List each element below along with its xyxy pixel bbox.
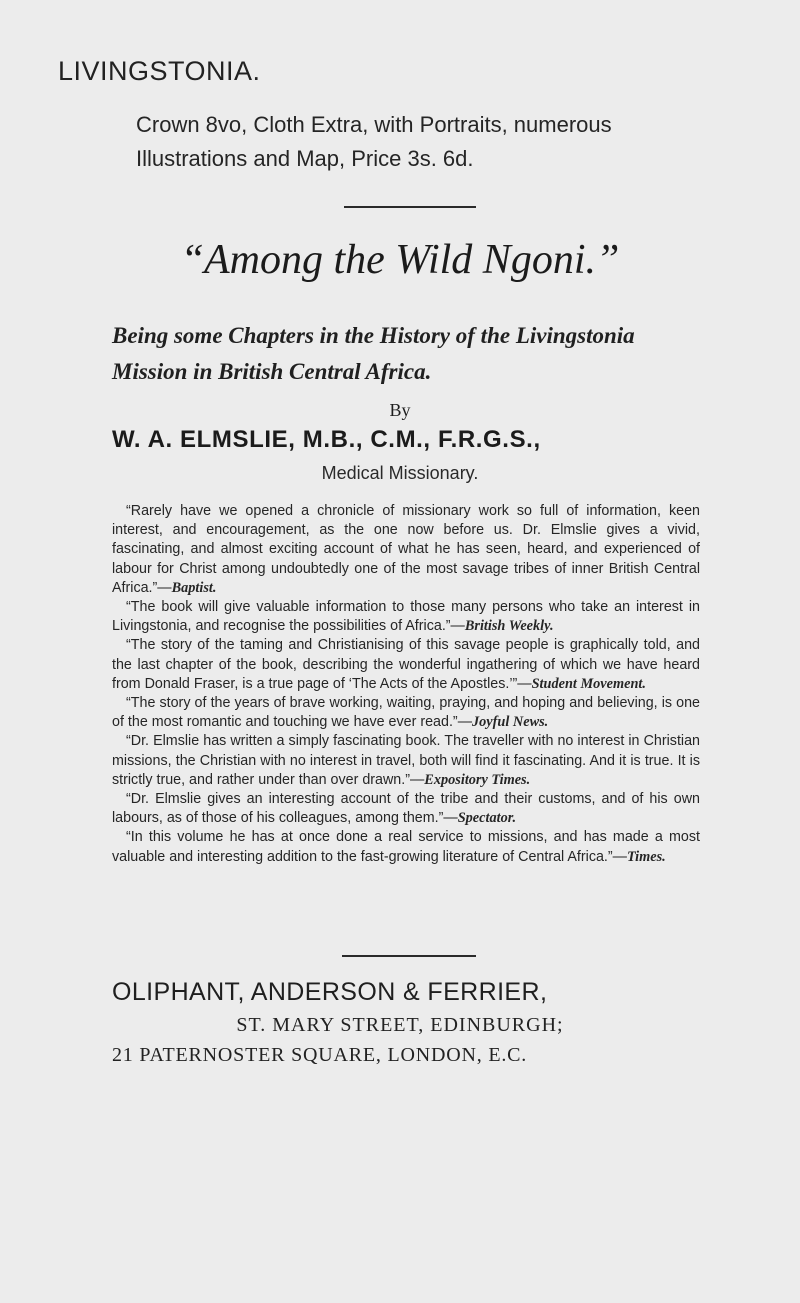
press-reviews (112, 502, 700, 867)
edition-details: Crown 8vo, Cloth Extra, with Portraits, numerous Illustrations and Map, Price 3s. 6d. (136, 112, 612, 171)
by-label: By (389, 400, 411, 420)
review-source: Times. (626, 848, 666, 865)
review-item (112, 828, 700, 866)
top-divider (344, 206, 476, 208)
review-text: “The story of the years of brave working, waiting, praying, and hoping and believing, is one of the most romantic and touching we have ever read.”— (112, 695, 700, 731)
publisher-address-london: 21 PATERNOSTER SQUARE, LONDON, E.C. (112, 1044, 528, 1066)
review-item (112, 732, 700, 790)
book-title: “Among the Wild Ngoni.” (180, 237, 620, 283)
review-text: “Rarely have we opened a chronicle of missionary work so full of information, keen interest, and encouragement, as the one now before us. Dr. Elmslie gives a vivid, fascinating, and almost exciting account of what he has seen, heard, and experienced of labour for Christ among undoubtedly one of the most savage tribes of inner British Central Africa.”— (112, 503, 700, 596)
review-text: “In this volume he has at once done a real service to missions, and has made a most valuable and interesting addition to the fast-growing literature of Central Africa.”— (112, 829, 700, 865)
author-name: W. A. ELMSLIE, M.B., C.M., F.R.G.S., (112, 426, 541, 453)
review-text: “The book will give valuable information to those many persons who take an interest in Livingstonia, and recognise the possibilities of Africa.”— (112, 599, 700, 635)
publisher-address-edinburgh: ST. MARY STREET, EDINBURGH; (236, 1014, 564, 1036)
review-item (112, 598, 700, 636)
review-source: Joyful News. (472, 714, 549, 731)
running-head: LIVINGSTONIA. (58, 56, 261, 86)
review-text: “Dr. Elmslie gives an interesting account of the tribe and their customs, and of his own labours, as of those of his colleagues, among them.”— (112, 791, 700, 827)
review-item (112, 694, 700, 732)
review-source: Baptist. (171, 579, 217, 596)
review-item (112, 636, 700, 694)
review-source: British Weekly. (464, 618, 554, 635)
review-source: Expository Times. (424, 771, 531, 788)
review-source: Spectator. (457, 810, 517, 827)
review-text: “Dr. Elmslie has written a simply fascinating book. The traveller with no interest in Christian missions, the Christian with no interest in travel, both will find it fascinating. And it is true. It is strictly true, and rather under than over drawn.”— (112, 733, 700, 788)
review-item (112, 790, 700, 828)
review-source: Student Movement. (531, 675, 646, 692)
review-text: “The story of the taming and Christianising of this savage people is graphically told, and the last chapter of the book, describing the wonderful ingathering of which we have heard from Donald Fraser, is a true page of ‘The Acts of the Apostles.’”— (112, 637, 700, 692)
publisher-name: OLIPHANT, ANDERSON & FERRIER, (112, 978, 548, 1006)
book-subtitle: Being some Chapters in the History of the Livingstonia Mission in British Central Africa. (112, 323, 635, 384)
review-item (112, 502, 700, 598)
bottom-divider (342, 955, 476, 957)
author-role: Medical Missionary. (321, 463, 479, 483)
